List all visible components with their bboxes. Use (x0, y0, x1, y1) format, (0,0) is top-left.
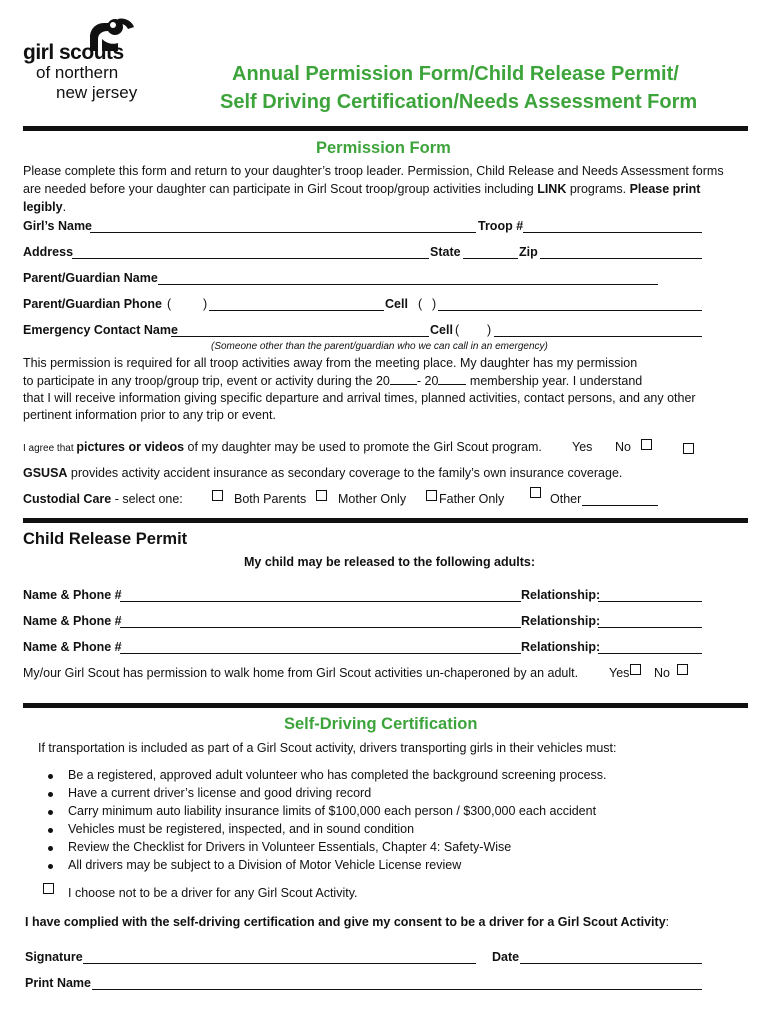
bullet-icon (48, 792, 53, 797)
zip-field[interactable] (540, 258, 702, 259)
permission-para-2: to participate in any troop/group trip, event or activity during the 20 - 20 membership year. I understand (23, 374, 643, 388)
troop-field[interactable] (523, 232, 702, 233)
consent-statement: I have complied with the self-driving certification and give my consent to be a driver for a Girl Scout Activity: (25, 915, 670, 929)
list-item: Review the Checklist for Drivers in Volunteer Essentials, Chapter 4: Safety-Wise (68, 840, 512, 854)
emergency-paren-close: ) (487, 323, 492, 337)
permission-heading: Permission Form (316, 139, 451, 157)
logo-line-2: of northern (36, 63, 119, 82)
state-label: State (430, 245, 461, 259)
mother-only-checkbox[interactable] (316, 490, 327, 501)
walk-yes-label: Yes (609, 666, 630, 680)
permission-para-4: pertinent information prior to any trip or event. (23, 408, 276, 422)
father-only-checkbox[interactable] (426, 490, 437, 501)
cell-label: Cell (385, 297, 408, 311)
both-parents-label: Both Parents (234, 492, 307, 506)
form-title-line-1: Annual Permission Form/Child Release Permit/ (232, 63, 679, 85)
walk-no-checkbox[interactable] (677, 664, 688, 675)
release-name-label-2: Name & Phone # (23, 614, 122, 628)
release-name-label-1: Name & Phone # (23, 588, 122, 602)
logo-line-3: new jersey (56, 83, 138, 102)
photo-yes-label: Yes (572, 440, 593, 454)
photo-no-label: No (615, 440, 631, 454)
photo-yes-checkbox[interactable] (641, 439, 652, 450)
emergency-note: (Someone other than the parent/guardian who we can call in an emergency) (211, 341, 548, 352)
photo-consent-text: I agree that pictures or videos of my daughter may be used to promote the Girl Scout program. (23, 440, 542, 454)
signature-label: Signature (25, 950, 83, 964)
year-start-field[interactable] (390, 373, 417, 385)
release-heading: Child Release Permit (23, 530, 188, 548)
state-field[interactable] (463, 258, 518, 259)
year-end-field[interactable] (438, 373, 466, 385)
father-only-label: Father Only (439, 492, 505, 506)
parent-phone-label: Parent/Guardian Phone (23, 297, 162, 311)
bullet-icon (48, 864, 53, 869)
mother-only-label: Mother Only (338, 492, 407, 506)
intro-line-3: legibly. (23, 200, 67, 214)
list-item: All drivers may be subject to a Division of Motor Vehicle License review (68, 858, 462, 872)
not-driver-label: I choose not to be a driver for any Girl Scout Activity. (68, 886, 358, 900)
release-name-field-3[interactable] (120, 653, 521, 654)
relationship-field-1[interactable] (598, 601, 702, 602)
list-item: Be a registered, approved adult volunteer who has completed the background screening process. (68, 768, 607, 782)
release-name-field-2[interactable] (120, 627, 521, 628)
troop-label: Troop # (478, 219, 524, 233)
permission-para-3: that I will receive information giving specific departure and arrival times, planned activities, contact persons, and any other (23, 391, 696, 405)
driving-intro: If transportation is included as part of a Girl Scout activity, drivers transporting girls in their vehicles must: (38, 741, 617, 755)
cell-paren-close: ) (432, 297, 437, 311)
release-name-label-3: Name & Phone # (23, 640, 122, 654)
bullet-icon (48, 774, 53, 779)
list-item: Carry minimum auto liability insurance limits of $100,000 each person / $300,000 each accident (68, 804, 597, 818)
date-field[interactable] (520, 963, 702, 964)
girls-name-field[interactable] (90, 232, 476, 233)
emergency-cell-label: Cell (430, 323, 453, 337)
relationship-label-2: Relationship: (521, 614, 601, 628)
intro-line-2: are needed before your daughter can participate in Girl Scout troop/group activities including LINK programs. Please print (23, 182, 701, 196)
emergency-paren-open: ( (455, 323, 460, 337)
relationship-label-1: Relationship: (521, 588, 601, 602)
address-label: Address (23, 245, 74, 259)
parent-cell-field[interactable] (438, 310, 702, 311)
emergency-cell-field[interactable] (494, 336, 702, 337)
bullet-icon (48, 810, 53, 815)
walk-yes-checkbox[interactable] (630, 664, 641, 675)
girls-name-label: Girl’s Name (23, 219, 93, 233)
other-label: Other (550, 492, 582, 506)
paren-open: ( (167, 297, 172, 311)
zip-label: Zip (519, 245, 538, 259)
driving-heading: Self-Driving Certification (284, 715, 478, 733)
divider-release (23, 518, 748, 523)
gsusa-insurance-text: GSUSA provides activity accident insurance as secondary coverage to the family’s own insurance coverage. (23, 466, 623, 480)
custodial-label: Custodial Care - select one: (23, 492, 183, 506)
print-name-field[interactable] (92, 989, 702, 990)
signature-field[interactable] (83, 963, 476, 964)
relationship-label-3: Relationship: (521, 640, 601, 654)
emergency-label: Emergency Contact Name (23, 323, 178, 337)
permission-para-1: This permission is required for all troop activities away from the meeting place. My daughter has my permission (23, 356, 638, 370)
form-title-line-2: Self Driving Certification/Needs Assessment Form (220, 91, 698, 113)
bullet-icon (48, 846, 53, 851)
divider-driving (23, 703, 748, 708)
parent-name-field[interactable] (158, 284, 658, 285)
parent-phone-field[interactable] (209, 310, 384, 311)
list-item: Have a current driver’s license and good driving record (68, 786, 372, 800)
walk-home-text: My/our Girl Scout has permission to walk home from Girl Scout activities un-chaperoned by an adult. (23, 666, 579, 680)
release-name-field-1[interactable] (120, 601, 521, 602)
photo-no-checkbox[interactable] (683, 443, 694, 454)
walk-no-label: No (654, 666, 670, 680)
list-item: Vehicles must be registered, inspected, and in sound condition (68, 822, 415, 836)
divider-top (23, 126, 748, 131)
paren-close: ) (203, 297, 208, 311)
date-label: Date (492, 950, 520, 964)
address-field[interactable] (72, 258, 429, 259)
release-subheading: My child may be released to the following adults: (244, 555, 536, 569)
bullet-icon (48, 828, 53, 833)
parent-name-label: Parent/Guardian Name (23, 271, 158, 285)
relationship-field-3[interactable] (598, 653, 702, 654)
print-name-label: Print Name (25, 976, 91, 990)
cell-paren-open: ( (418, 297, 423, 311)
other-field[interactable] (582, 505, 658, 506)
logo-line-1: girl scouts (23, 41, 124, 64)
other-checkbox[interactable] (530, 487, 541, 498)
both-parents-checkbox[interactable] (212, 490, 223, 501)
intro-line-1: Please complete this form and return to your daughter’s troop leader. Permission, Child Release and Needs Assessment forms (23, 164, 724, 178)
relationship-field-2[interactable] (598, 627, 702, 628)
emergency-field[interactable] (171, 336, 429, 337)
not-driver-checkbox[interactable] (43, 883, 54, 894)
